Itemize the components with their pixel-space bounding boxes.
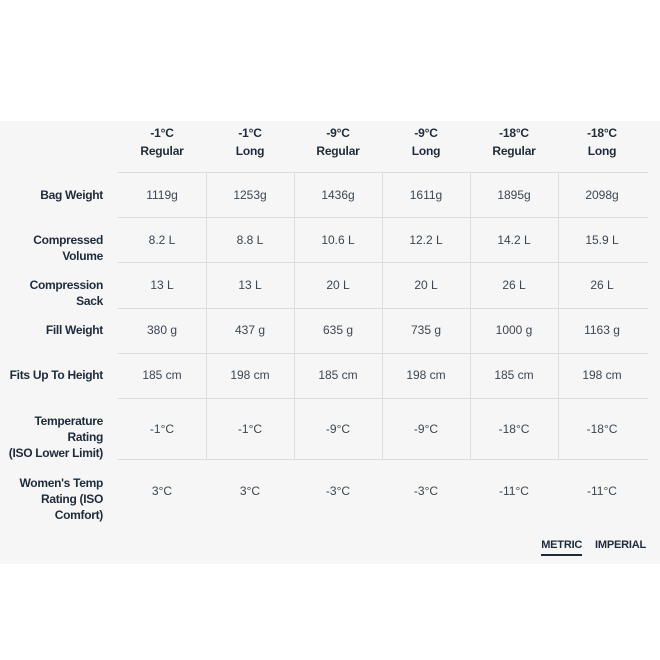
row-divider (118, 262, 648, 263)
table-cell: 1163 g (584, 323, 620, 337)
table-cell: -3°C (413, 484, 439, 498)
imperial-button[interactable]: IMPERIAL (595, 539, 646, 551)
table-cell: 1895g (497, 188, 531, 202)
row-label (0, 367, 103, 383)
table-cell: 185 cm (318, 368, 358, 382)
table-cell: 185 cm (494, 368, 534, 382)
table-cell: 20 L (414, 278, 438, 292)
column-divider (206, 172, 207, 459)
table-cell: 635 g (322, 323, 354, 337)
column-divider (558, 172, 559, 459)
table-cell: -9°C (413, 422, 439, 436)
table-cell: 26 L (590, 278, 614, 292)
table-cell: -11°C (499, 484, 529, 498)
table-cell: -1°C (149, 422, 175, 436)
table-cell: -1°C (237, 422, 263, 436)
column-header-temp: -9°C (414, 126, 438, 140)
row-label (0, 413, 103, 461)
unit-toggle (531, 539, 646, 556)
row-divider (118, 353, 648, 354)
column-header-length: Regular (316, 144, 360, 158)
column-header-length: Long (411, 144, 441, 158)
table-cell: 380 g (146, 323, 178, 337)
table-cell: 8.2 L (148, 233, 176, 247)
column-header-temp: -18°C (499, 126, 529, 140)
column-header (382, 124, 470, 160)
table-cell: -11°C (587, 484, 617, 498)
row-label-line: Compressed Volume (33, 233, 103, 263)
row-label-line: Temperature Rating (34, 414, 103, 444)
column-header (470, 124, 558, 160)
table-cell: 3°C (239, 484, 261, 498)
table-cell: 198 cm (406, 368, 446, 382)
table-cell: 20 L (326, 278, 350, 292)
table-cell: -9°C (325, 422, 351, 436)
row-label-line: Bag Weight (40, 188, 103, 202)
row-label-line: Compression Sack (29, 278, 103, 308)
table-cell: -18°C (586, 422, 618, 436)
table-cell: 437 g (234, 323, 266, 337)
table-cell: 1436g (321, 188, 355, 202)
table-cell: 1119g (146, 188, 178, 202)
column-header (118, 124, 206, 160)
table-cell: 13 L (150, 278, 174, 292)
table-cell: 198 cm (230, 368, 270, 382)
table-cell: 2098g (585, 188, 619, 202)
row-divider (118, 459, 648, 460)
row-label (0, 277, 103, 309)
column-divider (470, 172, 471, 459)
row-label (0, 232, 103, 264)
column-divider (382, 172, 383, 459)
table-cell: 1611g (409, 188, 443, 202)
table-cell: 735 g (410, 323, 442, 337)
table-cell: 8.8 L (236, 233, 264, 247)
row-label (0, 475, 103, 523)
metric-button[interactable]: METRIC (541, 539, 582, 556)
table-cell: 185 cm (142, 368, 182, 382)
column-header-length: Long (235, 144, 265, 158)
table-cell: -3°C (325, 484, 351, 498)
column-header-length: Long (587, 144, 617, 158)
column-header-length: Regular (492, 144, 536, 158)
table-cell: 14.2 L (497, 233, 531, 247)
row-label-line: Fill Weight (45, 323, 103, 337)
column-divider (294, 172, 295, 459)
column-header (206, 124, 294, 160)
table-cell: 1253g (233, 188, 267, 202)
row-divider (118, 308, 648, 309)
table-cell: 3°C (151, 484, 173, 498)
table-cell: 10.6 L (321, 233, 355, 247)
row-label (0, 322, 103, 338)
row-label-line: Rating (ISO Comfort) (40, 492, 103, 522)
table-cell: 26 L (502, 278, 526, 292)
column-header-temp: -9°C (326, 126, 350, 140)
column-header-length: Regular (140, 144, 184, 158)
table-cell: 198 cm (582, 368, 622, 382)
row-label-line: (ISO Lower Limit) (8, 446, 103, 460)
column-header-temp: -18°C (587, 126, 617, 140)
column-header (294, 124, 382, 160)
row-label-line: Women's Temp (19, 476, 103, 490)
row-label-line: Fits Up To Height (9, 368, 103, 382)
table-cell: 15.9 L (585, 233, 619, 247)
table-cell: 13 L (238, 278, 262, 292)
column-header-temp: -1°C (238, 126, 262, 140)
table-cell: -18°C (498, 422, 530, 436)
row-divider (118, 172, 648, 173)
table-cell: 1000 g (495, 323, 533, 337)
row-divider (118, 217, 648, 218)
row-divider (118, 398, 648, 399)
table-cell: 12.2 L (409, 233, 443, 247)
column-header (558, 124, 646, 160)
row-label (0, 187, 103, 203)
column-header-temp: -1°C (150, 126, 174, 140)
